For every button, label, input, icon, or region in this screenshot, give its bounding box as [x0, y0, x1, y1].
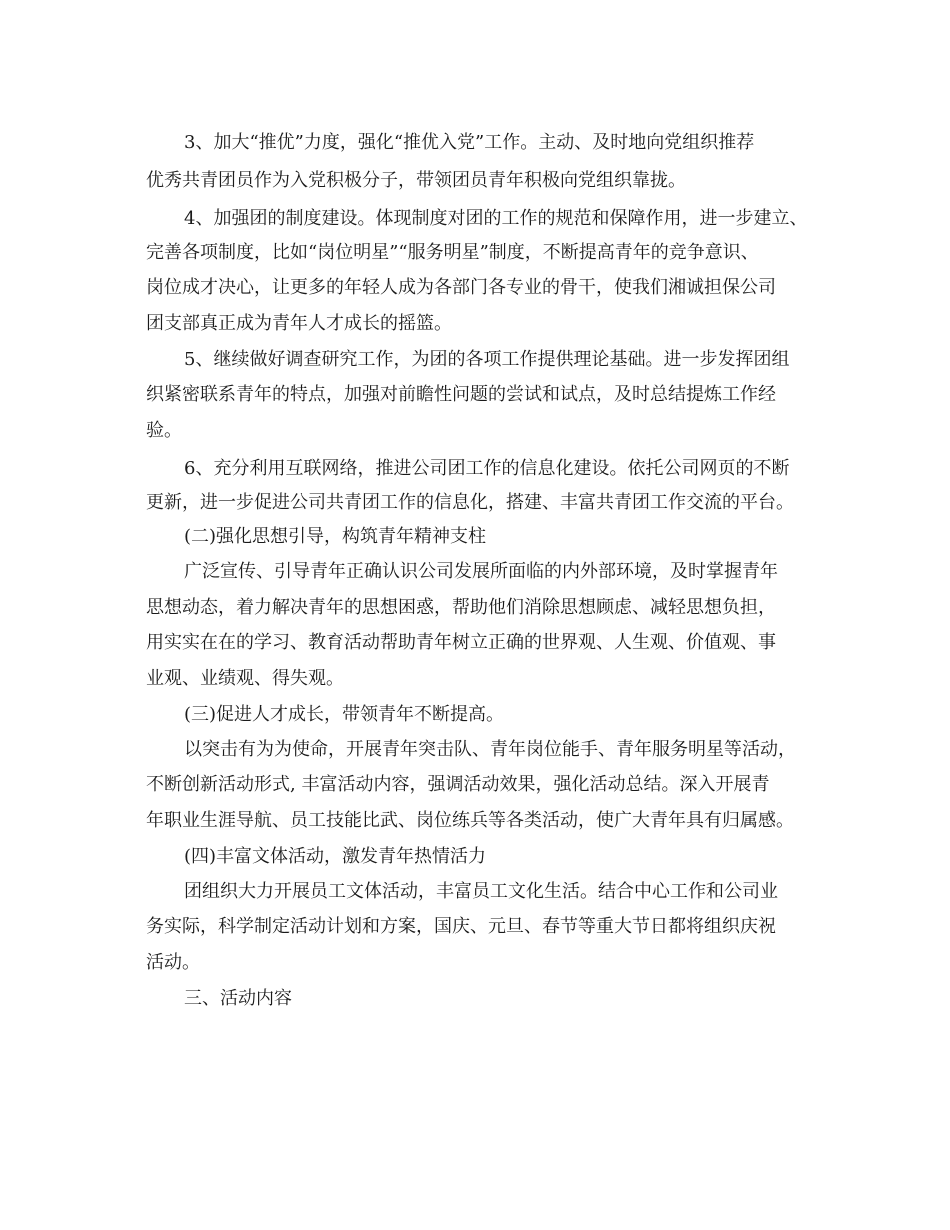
text-line: 广泛宣传、引导青年正确认识公司发展所面临的内外部环境，及时掌握青年 — [184, 561, 778, 582]
text-line: 用实实在在的学习、教育活动帮助青年树立正确的世界观、人生观、价值观、事 — [146, 632, 776, 653]
section-heading: 三、活动内容 — [184, 988, 292, 1009]
text-line: 岗位成才决心，让更多的年轻人成为各部门各专业的骨干，使我们湘诚担保公司 — [146, 277, 776, 298]
text-line: 5、继续做好调查研究工作，为团的各项工作提供理论基础。进一步发挥团组 — [184, 349, 790, 370]
text-line: 团支部真正成为青年人才成长的摇篮。 — [146, 313, 452, 334]
text-line: 织紧密联系青年的特点，加强对前瞻性问题的尝试和试点，及时总结提炼工作经 — [146, 384, 776, 405]
text-line: 4、加强团的制度建设。体现制度对团的工作的规范和保障作用，进一步建立、 — [184, 208, 808, 229]
text-line: 团组织大力开展员工文体活动，丰富员工文化生活。结合中心工作和公司业 — [184, 881, 778, 902]
text-line: 务实际，科学制定活动计划和方案，国庆、元旦、春节等重大节日都将组织庆祝 — [146, 916, 776, 937]
text-line: 更新，进一步促进公司共青团工作的信息化，搭建、丰富共青团工作交流的平台。 — [146, 492, 794, 513]
text-line: 3、加大“推优”力度，强化“推优入党”工作。主动、及时地向党组织推荐 — [184, 132, 755, 153]
section-heading: (三)促进人才成长，带领青年不断提高。 — [184, 704, 505, 725]
text-line: 业观、业绩观、得失观。 — [146, 668, 344, 689]
text-line: 以突击有为为使命，开展青年突击队、青年岗位能手、青年服务明星等活动， — [184, 739, 796, 760]
section-heading: (四)丰富文体活动，激发青年热情活力 — [184, 846, 487, 867]
text-line: 验。 — [146, 420, 182, 441]
text-line: 活动。 — [146, 952, 200, 973]
text-line: 不断创新活动形式, 丰富活动内容，强调活动效果，强化活动总结。深入开展青 — [146, 774, 770, 795]
text-line: 优秀共青团员作为入党积极分子，带领团员青年积极向党组织靠拢。 — [146, 170, 686, 191]
text-line: 思想动态，着力解决青年的思想困惑，帮助他们消除思想顾虑、减轻思想负担， — [146, 597, 776, 618]
text-line: 完善各项制度，比如“岗位明星”“服务明星”制度，不断提高青年的竞争意识、 — [146, 242, 759, 263]
text-line: 年职业生涯导航、员工技能比武、岗位练兵等各类活动，使广大青年具有归属感。 — [146, 810, 794, 831]
section-heading: (二)强化思想引导，构筑青年精神支柱 — [184, 526, 487, 547]
text-line: 6、充分利用互联网络，推进公司团工作的信息化建设。依托公司网页的不断 — [184, 458, 790, 479]
